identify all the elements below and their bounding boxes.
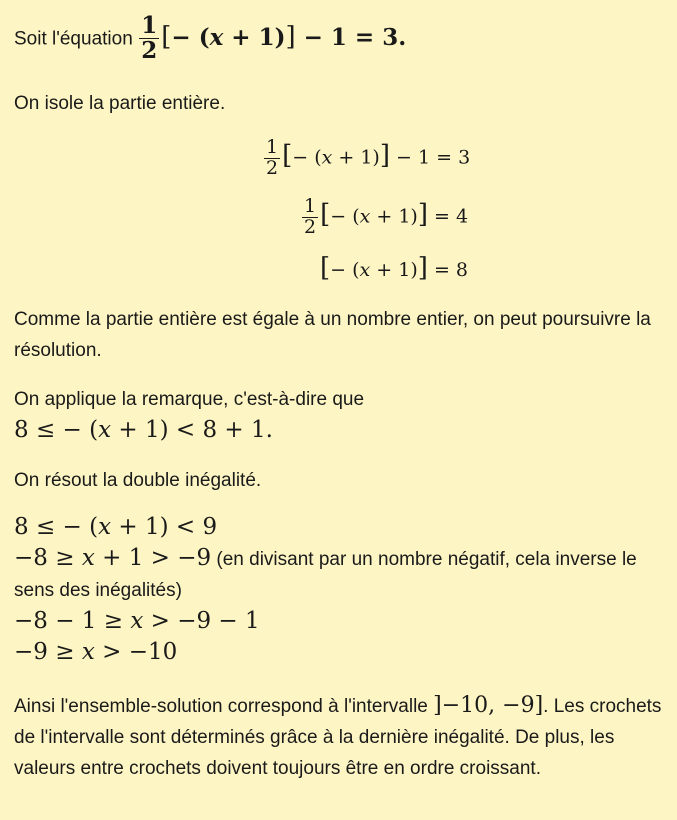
eq2-num: 1 [304,195,317,217]
ineq1-x: x [98,514,112,540]
intro-plus-one: + 1) [223,23,286,51]
ineq1-b: + 1) < 9 [111,514,218,540]
solution-interval: ]−10, −9] [433,693,544,718]
intro-frac-num: 1 [141,12,158,39]
conclusion-part-2: . Les crochets de l'intervalle sont déterminés grâce à la dernière inégalité. De plus, les valeurs entre crochets doivent toujours être en ordre croissant. [14,696,662,779]
eq3-rhs: = 8 [433,259,469,281]
eq-row-3: [− (x + 1)] = 8 [320,253,469,283]
eq-row-2: $\frac{1}{2}$ [− (x + 1)] = 4 [304,195,469,238]
ineq2-math [14,545,211,571]
floor-close: ] [285,21,296,52]
step-remark-math [14,415,663,446]
step-isolate-text: On isole la partie entière. [14,93,226,114]
ineq-line-2 [14,543,663,606]
eq2-floor-open: [ [320,199,331,230]
ineq2-note: (en divisant par un nombre négatif, cela inverse le sens des inégalités) [14,549,637,601]
ineq-line-1 [14,512,663,543]
step-remark-text: On applique la remarque, c'est-à-dire que [14,389,365,410]
eq1-num: 1 [266,136,279,158]
step-solve-text: On résout la double inégalité. [14,470,262,491]
eq1-rhs: − 1 = 3 [396,146,471,169]
intro-x: x [209,23,224,51]
intro-minus: − [171,23,199,51]
ineq3-b: > −9 − 1 [143,608,260,634]
eq1-floor-open: [ [282,140,293,171]
ineq2-b: + 1 > −9 [94,545,212,571]
eq3-x: x [359,259,371,281]
remark-math-b: + 1) < 8 + 1. [111,417,273,443]
eq3-floor-open: [ [320,253,331,283]
ineq2-x: x [81,545,95,571]
ineq4-a: −9 ≥ [14,639,82,665]
eq2-x: x [359,205,371,228]
eq3-floor-close: ] [417,253,428,283]
ineq2-a: −8 ≥ [14,545,82,571]
ineq3-x: x [130,608,144,634]
eq1-den: 2 [266,156,279,179]
eq2-floor-close: ] [417,199,428,230]
eq-row-1: $\frac{1}{2}$ [− (x + 1)] − 1 = 3 [266,136,471,179]
intro-line [14,14,663,63]
eq1-floor-close: ] [379,140,390,171]
intro-rest: − 1 = 3. [295,23,407,51]
eq2-fraction [302,197,318,238]
conclusion-text [14,690,663,784]
ineq-line-3 [14,606,663,637]
remark-x: x [98,417,112,443]
intro-fraction [139,14,159,63]
eq1-x: x [321,146,333,169]
eq1-fraction [264,138,280,179]
ineq4-b: > −10 [94,639,178,665]
inequality-chain [14,512,663,668]
intro-text: Soit l'équation [14,28,133,50]
ineq-line-4 [14,637,663,668]
intro-frac-den: 2 [141,37,158,65]
ineq4-x: x [81,639,95,665]
floor-open: [ [161,21,172,52]
step-remark [14,384,663,446]
ineq1-a: 8 ≤ − ( [14,514,99,540]
eq2-den: 2 [304,215,317,238]
ineq3-a: −8 − 1 ≥ [14,608,131,634]
eq2-rhs: = 4 [434,205,469,228]
step-continue-text: Comme la partie entière est égale à un nombre entier, on peut poursuivre la résolution. [14,309,651,361]
intro-equation: $\frac{1}{2}$ [− (x + 1)] − 1 = 3. [141,12,407,65]
conclusion-part-1: Ainsi l'ensemble-solution correspond à l'intervalle [14,696,434,717]
remark-math-a: 8 ≤ − ( [14,417,99,443]
